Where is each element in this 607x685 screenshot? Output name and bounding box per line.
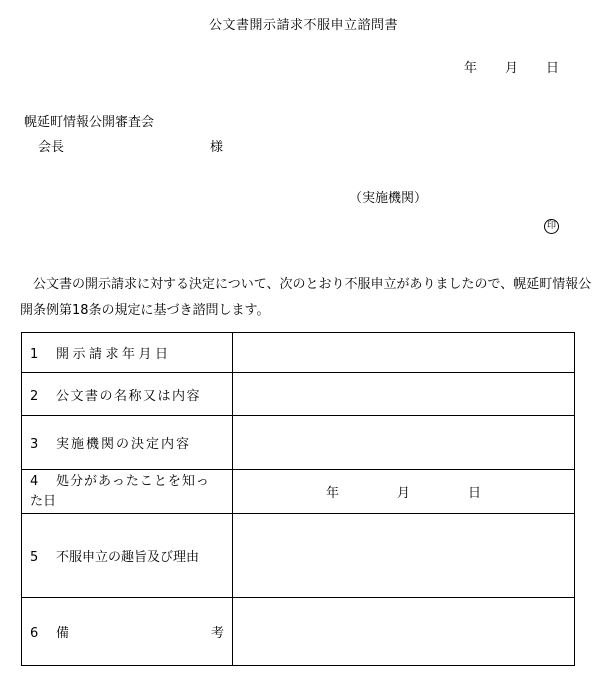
- row-label-remarks: 6 備 考: [22, 598, 233, 666]
- row-label-agency-decision: 3 実施機関の決定内容: [22, 416, 233, 470]
- row-value-remarks[interactable]: [233, 598, 575, 666]
- date-year: 年: [463, 61, 477, 76]
- table-row: [22, 514, 575, 598]
- consultation-form-table: [21, 332, 575, 666]
- table-row: [22, 373, 575, 416]
- sender-agency: （実施機関）: [349, 191, 428, 206]
- table-row: [22, 598, 575, 666]
- row-label-known-date: 4 処分があったことを知っ た日: [22, 470, 233, 514]
- date-day: 日: [545, 61, 559, 76]
- date-month: 月: [504, 61, 518, 76]
- date-line: [464, 62, 559, 75]
- row-value-document-name[interactable]: [233, 373, 575, 416]
- addressee-chair: 会長: [38, 140, 65, 155]
- row-label-request-date: 1 開示請求年月日: [22, 333, 233, 373]
- addressee-committee: 幌延町情報公開審査会: [24, 115, 155, 130]
- row-label-appeal-reason: 5 不服申立の趣旨及び理由: [22, 514, 233, 598]
- document-title: 公文書開示請求不服申立諮問書: [208, 18, 398, 33]
- seal-mark: 印: [544, 219, 559, 234]
- row-value-request-date[interactable]: [233, 333, 575, 373]
- body-text: 公文書の開示請求に対する決定について、次のとおり不服申立がありましたので、幌延町情報公開条例第18条の規定に基づき諮問します。: [20, 277, 592, 318]
- table-row: [22, 333, 575, 373]
- row-value-known-date[interactable]: 年 月 日: [233, 470, 575, 514]
- row-value-appeal-reason[interactable]: [233, 514, 575, 598]
- table-row: [22, 470, 575, 514]
- table-row: [22, 416, 575, 470]
- row-label-document-name: 2 公文書の名称又は内容: [22, 373, 233, 416]
- row-value-agency-decision[interactable]: [233, 416, 575, 470]
- addressee-honorific: 様: [210, 140, 224, 155]
